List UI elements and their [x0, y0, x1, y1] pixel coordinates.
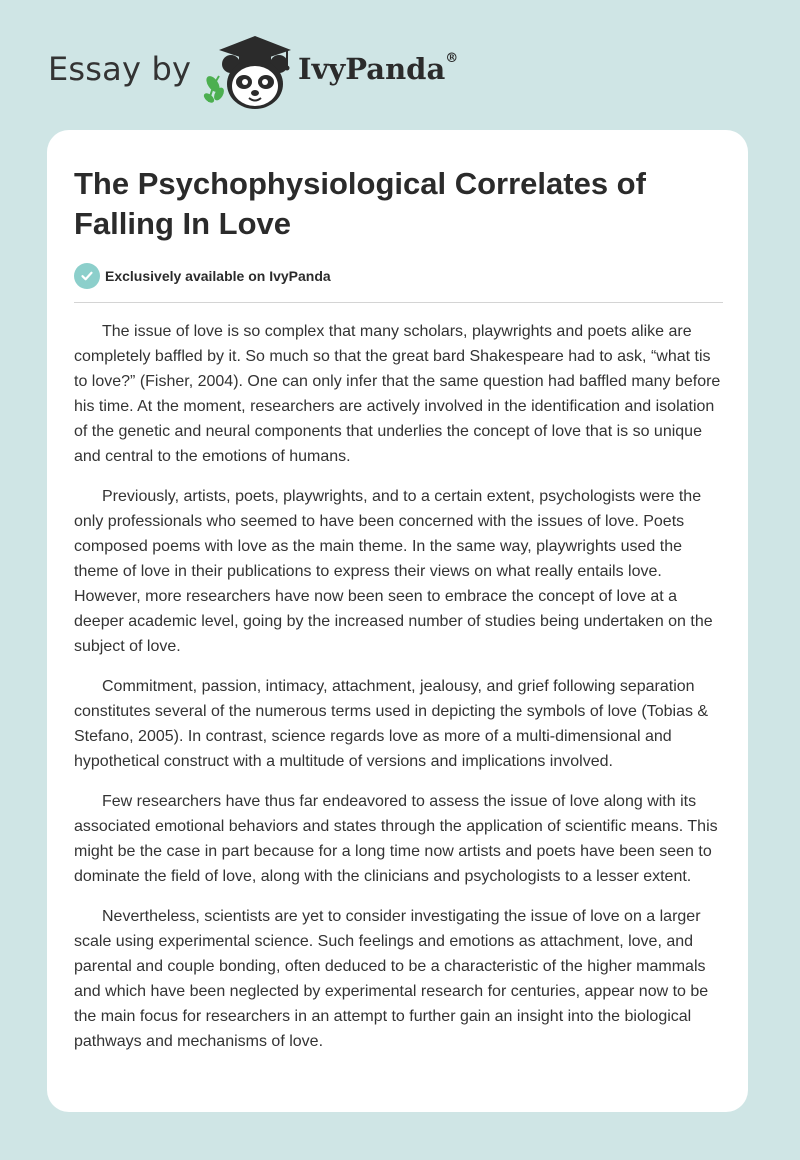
paragraph: Commitment, passion, intimacy, attachment, jealousy, and grief following separation constitutes several of the numerous terms used in depicting the symbols of love (Tobias & Stefano, 2005). In contrast, science regards love as more of a multi-dimensional and hypothetical construct with a multitude of versions and implications involved.: [74, 678, 709, 770]
panda-graduation-cap-icon[interactable]: [203, 32, 295, 112]
brand-name-text: IvyPanda: [298, 52, 446, 86]
registered-mark: ®: [445, 51, 459, 67]
divider: [74, 302, 723, 303]
paragraph: Nevertheless, scientists are yet to consider investigating the issue of love on a larger scale using experimental science. Such feelings and emotions as attachment, love, and parental and couple bonding, often deduced to be a characteristic of the higher mammals and which have been neglected by experimental research for centuries, appear now to be the main focus for researchers in an attempt to further gain an insight into the biological pathways and mechanisms of love.: [74, 908, 709, 1050]
exclusive-badge: [74, 263, 331, 289]
paragraph: Previously, artists, poets, playwrights, and to a certain extent, psychologists were the only professionals who seemed to have been concerned with the issues of love. Poets composed poems with love as the main theme. In the same way, playwrights used the theme of love in their publications to express their views on what really entails love. However, more researchers have now been seen to embrace the concept of love at a deeper academic level, going by the increased number of studies being undertaken on the subject of love.: [74, 488, 713, 655]
site-header: [48, 32, 468, 112]
exclusive-label: Exclusively available on IvyPanda: [105, 268, 331, 284]
essay-title: The Psychophysiological Correlates of Falling In Love: [74, 166, 646, 241]
paragraph: Few researchers have thus far endeavored to assess the issue of love along with its associated emotional behaviors and states through the application of scientific means. This might be the case in part because for a long time now artists and poets have been seen to dominate the field of love, along with the clinicians and psychologists to a lesser extent.: [74, 793, 718, 885]
essay-body: [74, 319, 724, 1069]
checkmark-icon: [74, 263, 100, 289]
brand-name[interactable]: [298, 52, 458, 86]
essay-by-label: Essay by: [48, 50, 192, 88]
paragraph: The issue of love is so complex that many scholars, playwrights and poets alike are completely baffled by it. So much so that the great bard Shakespeare had to ask, “what tis to love?” (Fisher, 2004). One can only infer that the same question had baffled many before his time. At the moment, researchers are actively involved in the identification and isolation of the genetic and neural components that underlies the concept of love that is so unique and central to the emotions of humans.: [74, 323, 721, 465]
essay-card: [47, 130, 748, 1112]
